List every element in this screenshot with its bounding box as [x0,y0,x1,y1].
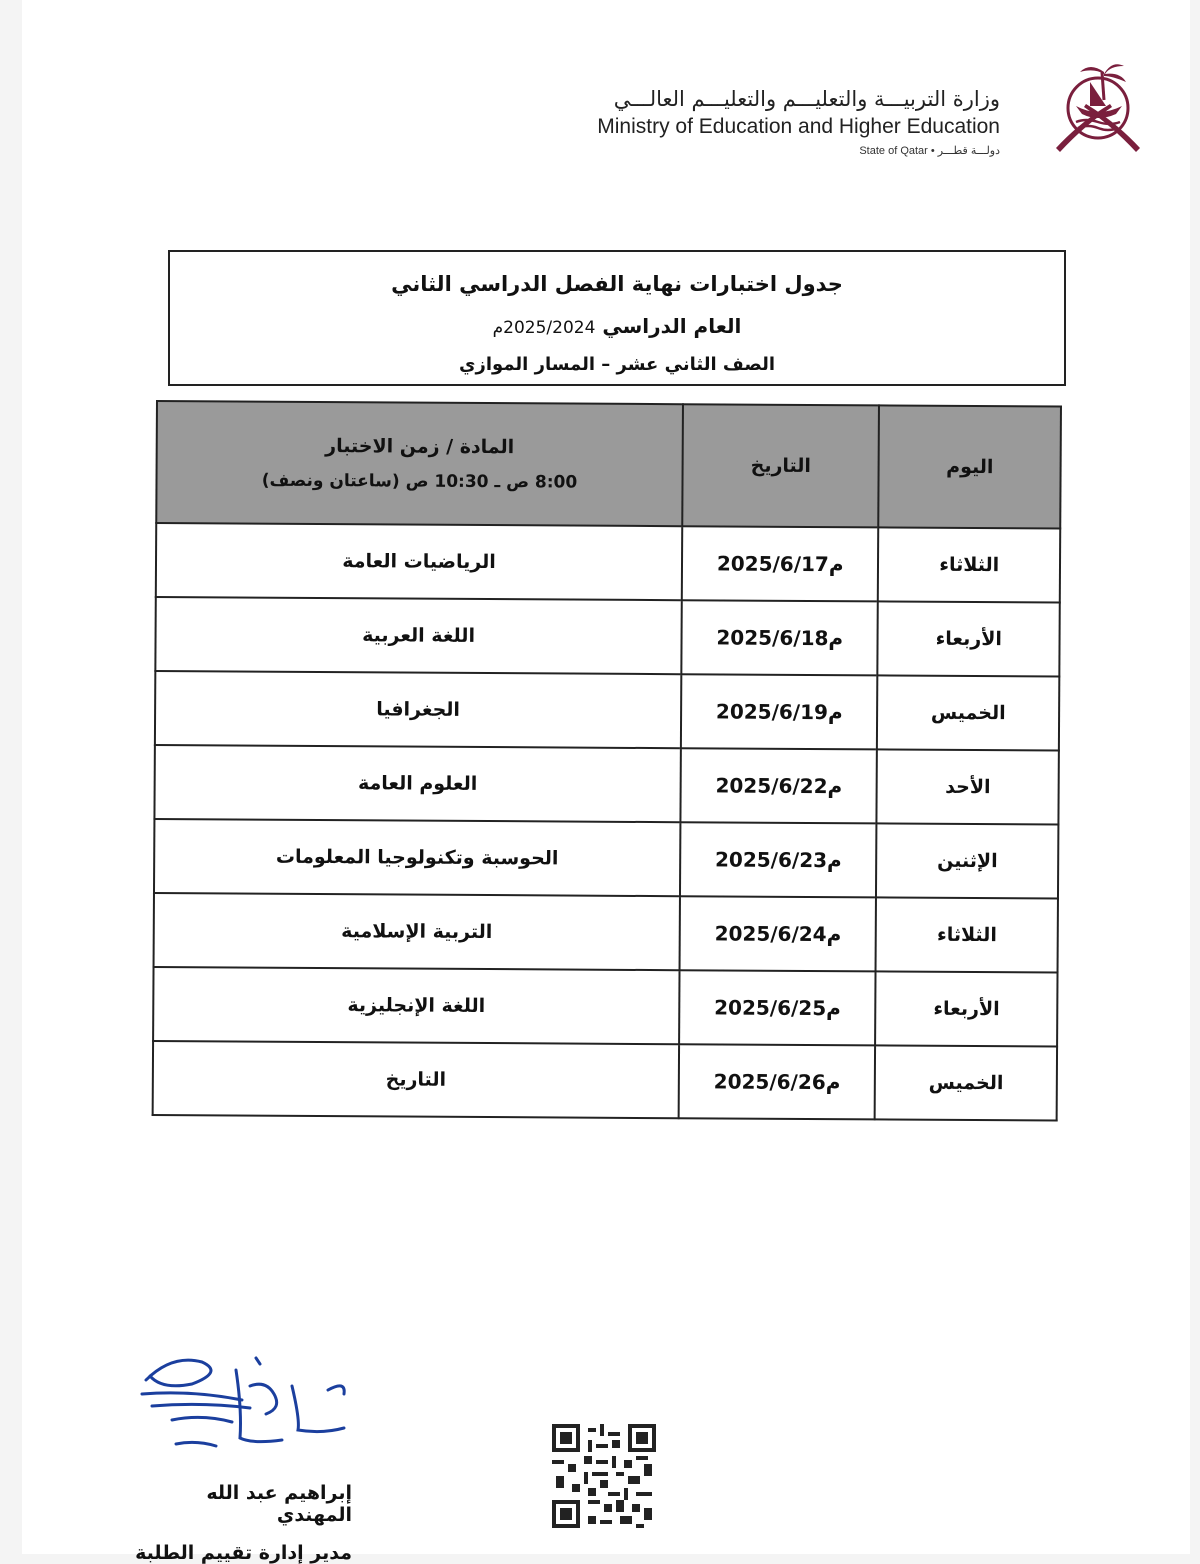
table-row [154,819,1058,899]
academic-year-value: 2025/2024م [492,318,596,338]
signer-role: مدير إدارة تقييم الطلبة [135,1542,352,1564]
table-row [153,1041,1057,1121]
qr-code-icon [552,1424,656,1528]
table-row [154,745,1058,825]
table-row [155,597,1059,677]
header-exam-time: 8:00 ص ـ 10:30 ص (ساعتان ونصف) [261,470,578,493]
row-date: 2025/6/24م [680,896,877,971]
row-day: الأربعاء [876,971,1058,1046]
row-date: 2025/6/17م [682,526,879,601]
ministry-header [597,86,1000,157]
exam-schedule-table [152,400,1062,1122]
row-subject: العلوم العامة [154,745,680,822]
ministry-name-en: Ministry of Education and Higher Education [597,115,1000,138]
row-date: 2025/6/23م [680,822,877,897]
row-date: 2025/6/19م [681,674,878,749]
header-day: اليوم [879,405,1061,528]
row-date: 2025/6/18م [681,600,878,675]
row-subject: الحوسبة وتكنولوجيا المعلومات [154,819,680,896]
qatar-emblem-icon [1050,52,1146,162]
table-row [156,523,1060,603]
row-day: الإثنين [876,823,1058,898]
academic-year [170,314,1064,338]
table-row [154,893,1058,973]
document-page [22,0,1190,1564]
row-date: 2025/6/25م [679,970,876,1045]
table-header-row [156,401,1061,529]
schedule-title: جدول اختبارات نهاية الفصل الدراسي الثاني [391,272,843,296]
row-date: 2025/6/22م [680,748,877,823]
table-row [155,671,1059,751]
academic-year-label: العام الدراسي [602,314,742,338]
row-day: الأحد [877,749,1059,824]
row-subject: اللغة الإنجليزية [153,967,679,1044]
header-subject [156,401,683,526]
row-day: الأربعاء [878,601,1060,676]
table-row [153,967,1057,1047]
ministry-name-ar: وزارة التربيـــة والتعليـــم والتعليـــم العالـــي [613,87,1000,111]
handwritten-signature-icon [132,1350,362,1470]
row-date: 2025/6/26م [679,1044,876,1119]
signer-name: إبراهيم عبد الله المهندي [206,1482,352,1526]
header-subject-label: المادة / زمن الاختبار [325,435,515,459]
row-subject: التربية الإسلامية [154,893,680,970]
row-day: الخميس [875,1045,1057,1120]
row-day: الثلاثاء [878,527,1060,602]
grade-track: الصف الثاني عشر – المسار الموازي [459,354,775,375]
row-day: الخميس [877,675,1059,750]
row-subject: الجغرافيا [155,671,681,748]
header-date: التاريخ [682,404,879,527]
row-subject: اللغة العربية [155,597,681,674]
row-subject: التاريخ [153,1041,679,1118]
title-box [168,250,1066,386]
row-day: الثلاثاء [876,897,1058,972]
row-subject: الرياضيات العامة [156,523,682,600]
signer-block [132,1482,352,1564]
state-line: State of Qatar • دولـــة قطـــر [859,145,1000,157]
